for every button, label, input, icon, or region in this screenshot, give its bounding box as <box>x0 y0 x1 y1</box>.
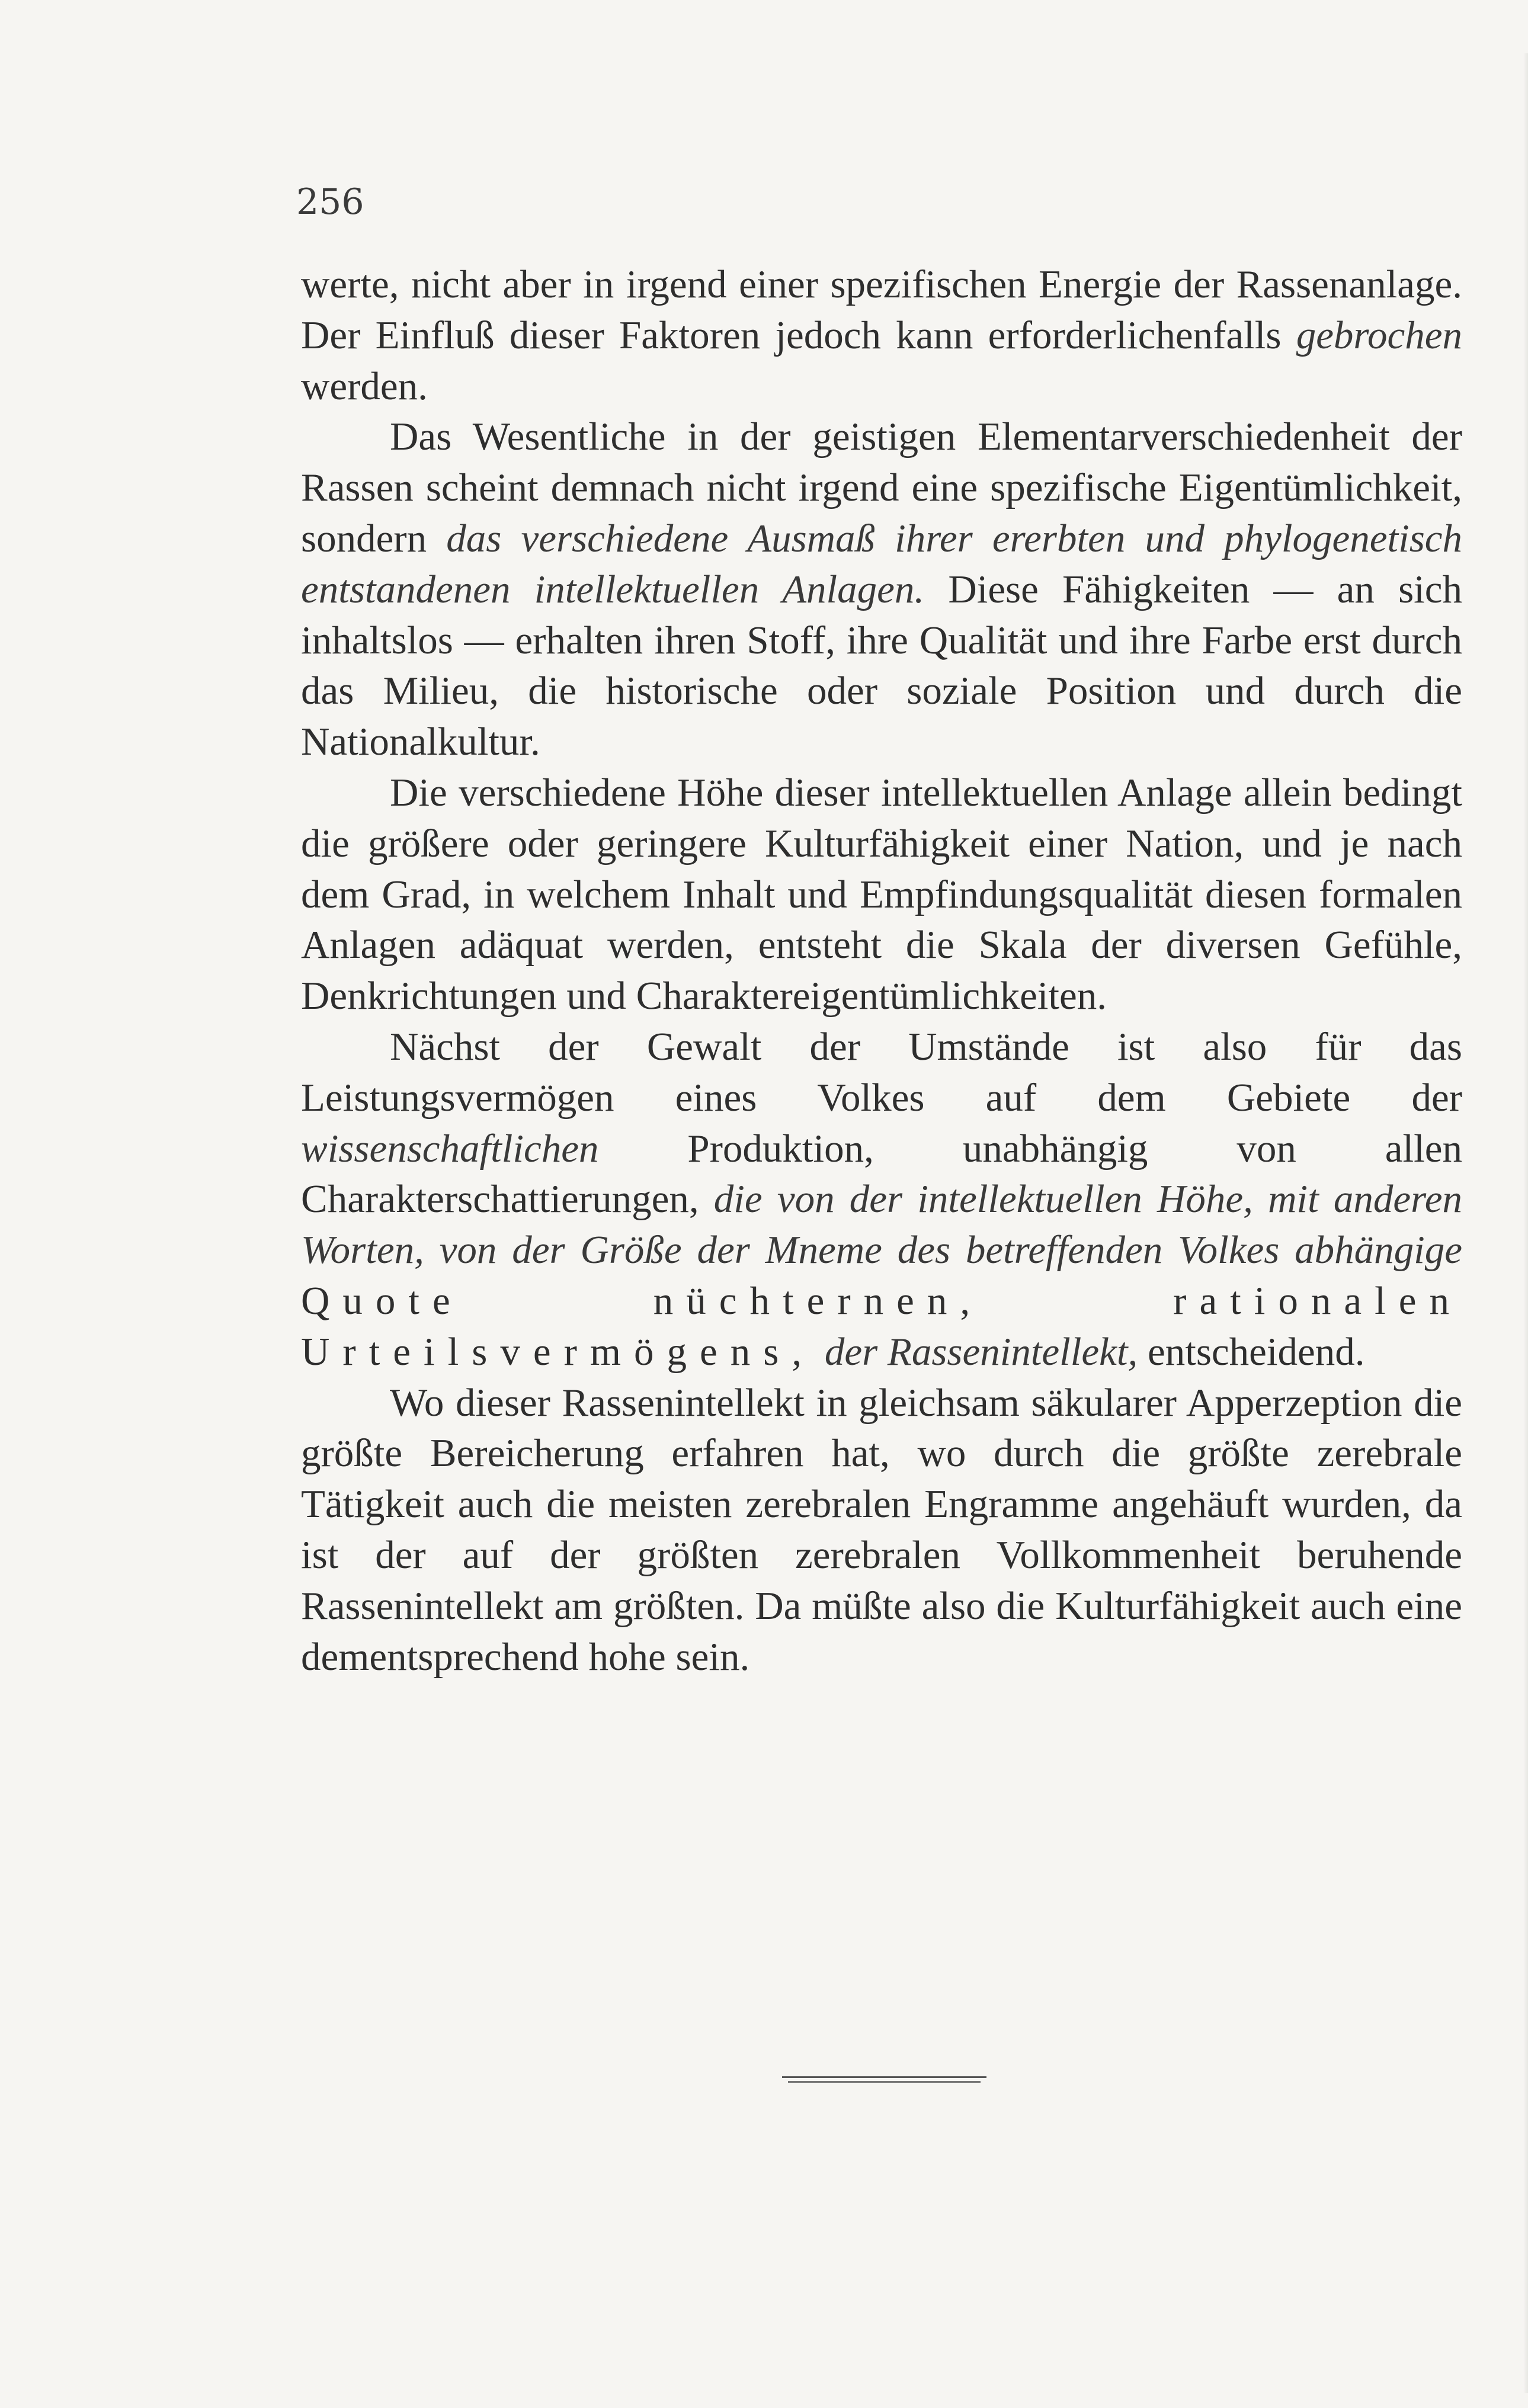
emphasized-text: das verschiedene Ausmaß ihrer ererbten und phylogenetisch entstandenen intellektuellen Anlagen. <box>301 516 1463 611</box>
letterspaced-text: Quote nüchternen, rationalen Urteilsvermögens, <box>301 1278 1462 1374</box>
text-body <box>301 259 1462 1682</box>
text-run: entscheidend. <box>1138 1329 1365 1374</box>
emphasized-text: die von der intellektuellen Höhe, mit anderen Worten, von der Größe der Mneme des betreffenden Volkes abhängige <box>301 1177 1462 1272</box>
text-run: werte, nicht aber in irgend einer spezifischen Energie der Rassenanlage. Der Einfluß dieser Faktoren jedoch kann erforderlichenfalls <box>301 262 1462 357</box>
page-edge-shadow <box>1523 53 1528 2393</box>
text-run: werden. <box>301 364 428 408</box>
text-run: Die verschiedene Höhe dieser intellektuellen Anlage allein bedingt die größere oder geringere Kulturfähigkeit einer Nation, und je nach dem Grad, in welchem Inhalt und Empfindungsqualität diesen formalen Anlagen adäquat werden, entsteht die Skala der diversen Gefühle, Denkrichtungen und Charaktereigentümlichkeiten. <box>301 770 1462 1018</box>
text-run: Diese Fähigkeiten — an sich inhaltslos — erhalten ihren Stoff, ihre Qualität und ihre Farbe erst durch das Milieu, die historische oder soziale Position und durch die Nationalkultur. <box>301 567 1462 764</box>
text-run: Das Wesentliche in der geistigen Elementarverschiedenheit der Rassen scheint demnach nicht irgend eine spezifische Eigentümlichkeit, sondern <box>301 415 1462 560</box>
rule-line <box>782 2076 986 2078</box>
emphasized-text: der Rassenintellekt, <box>824 1329 1138 1374</box>
emphasized-text: gebrochen <box>1296 313 1462 357</box>
text-run: Nächst der Gewalt der Umstände ist also für das Leistungsvermögen eines Volkes auf dem Gebiete der <box>301 1024 1462 1120</box>
page-number: 256 <box>296 181 364 223</box>
rule-line <box>788 2081 981 2083</box>
paragraph <box>301 259 1462 412</box>
end-rule-divider <box>782 2076 986 2083</box>
paragraph <box>301 768 1462 1022</box>
text-run: Wo dieser Rassenintellekt in gleichsam säkularer Apperzeption die größte Bereicherung erfahren hat, wo durch die größte zerebrale Tätigkeit auch die meisten zerebralen Engramme angehäuft wurden, da ist der auf der größten zerebralen Vollkommenheit beruhende Rassenintellekt am größten. Da müßte also die Kulturfähigkeit auch eine dementsprechend hohe sein. <box>301 1380 1462 1679</box>
text-run: Produktion, unabhängig von allen Charakterschattierungen, <box>301 1126 1462 1221</box>
paragraph <box>301 1378 1462 1683</box>
emphasized-text: wissenschaftlichen <box>301 1126 599 1171</box>
paragraph <box>301 412 1462 768</box>
paragraph <box>301 1022 1462 1378</box>
text-run <box>815 1330 825 1374</box>
